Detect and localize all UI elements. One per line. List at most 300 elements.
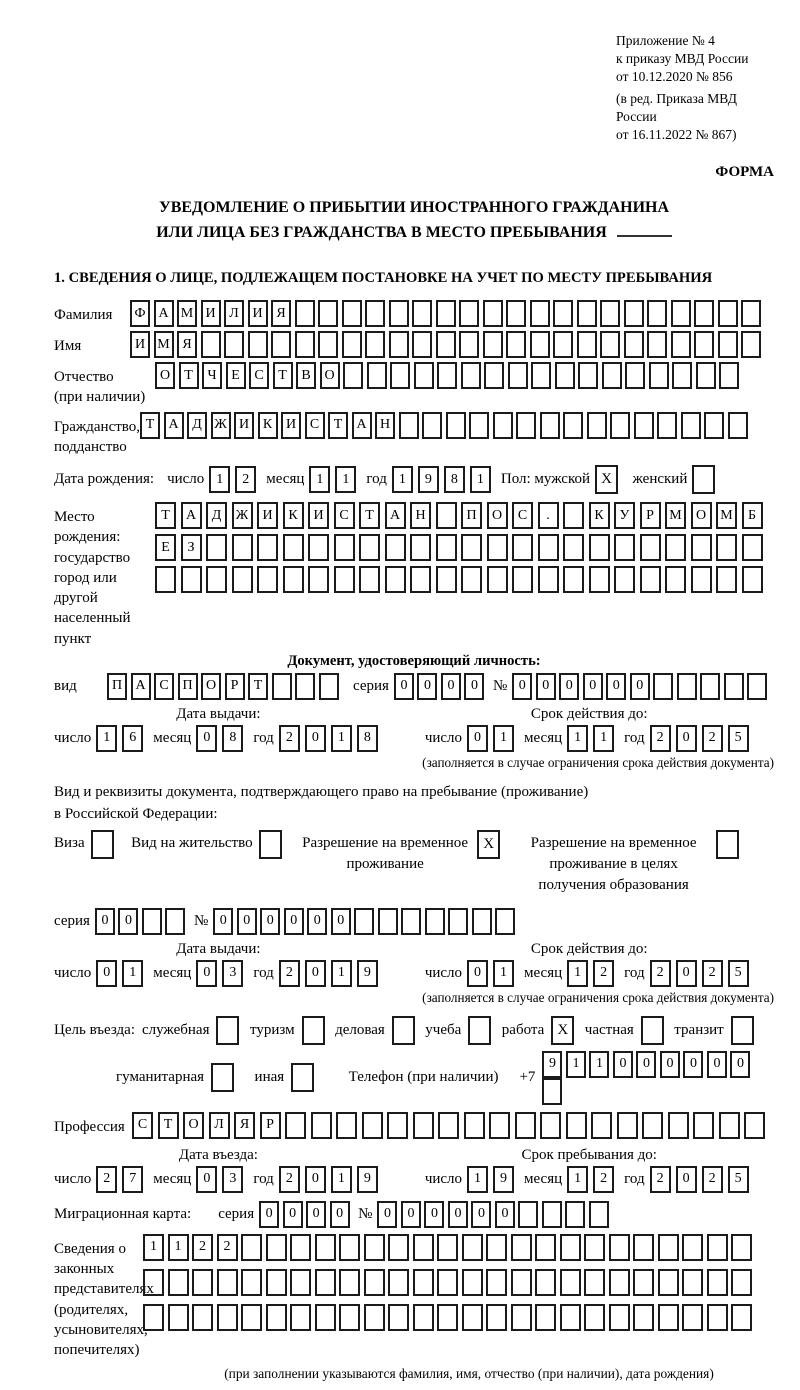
birthplace-row1-boxes-cell-5[interactable]: И [257, 502, 278, 529]
residence-series-boxes-cell-4[interactable] [165, 908, 185, 935]
profession-boxes-cell-10[interactable] [362, 1112, 383, 1139]
identity-issue-day-boxes[interactable] [96, 725, 148, 752]
birthplace-row3-boxes-cell-16[interactable] [538, 566, 559, 593]
firstname-boxes-cell-21[interactable] [600, 331, 620, 358]
birthplace-row3-boxes-cell-24[interactable] [742, 566, 763, 593]
identity-series-boxes-cell-3[interactable]: 0 [441, 673, 461, 700]
surname-boxes-cell-4[interactable]: И [201, 300, 221, 327]
birthdate-year-boxes-cell-3[interactable]: 8 [444, 466, 465, 493]
patronymic-boxes-cell-16[interactable] [508, 362, 528, 389]
sex-female-checkbox-cell-1[interactable] [692, 465, 715, 494]
citizenship-boxes-cell-24[interactable] [681, 412, 701, 439]
citizenship-boxes-cell-20[interactable] [587, 412, 607, 439]
profession-boxes-cell-17[interactable] [540, 1112, 561, 1139]
identity-type-boxes-cell-5[interactable]: О [201, 673, 221, 700]
representatives-row1-boxes-cell-8[interactable] [315, 1234, 336, 1261]
patronymic-boxes-cell-10[interactable] [367, 362, 387, 389]
representatives-row2-boxes-cell-1[interactable] [143, 1269, 164, 1296]
representatives-row3-boxes-cell-8[interactable] [315, 1304, 336, 1331]
identity-type-boxes-cell-3[interactable]: С [154, 673, 174, 700]
birthplace-row2-boxes-cell-3[interactable] [206, 534, 227, 561]
firstname-boxes-cell-14[interactable] [436, 331, 456, 358]
representatives-row3-boxes-cell-7[interactable] [290, 1304, 311, 1331]
identity-type-boxes-cell-6[interactable]: Р [225, 673, 245, 700]
firstname-boxes-cell-17[interactable] [506, 331, 526, 358]
identity-issue-year-boxes-cell-4[interactable]: 8 [357, 725, 378, 752]
stay-day-boxes-cell-1[interactable]: 1 [467, 1166, 488, 1193]
representatives-row3-boxes-cell-2[interactable] [168, 1304, 189, 1331]
patronymic-boxes-cell-11[interactable] [390, 362, 410, 389]
profession-boxes-cell-21[interactable] [642, 1112, 663, 1139]
residence-number-boxes-cell-5[interactable]: 0 [307, 908, 327, 935]
identity-expiry-month-boxes-cell-2[interactable]: 1 [593, 725, 614, 752]
profession-boxes-cell-18[interactable] [566, 1112, 587, 1139]
representatives-row3-boxes-cell-23[interactable] [682, 1304, 703, 1331]
representatives-row1-boxes-cell-12[interactable] [413, 1234, 434, 1261]
profession-boxes-cell-22[interactable] [668, 1112, 689, 1139]
entry-year-boxes-cell-4[interactable]: 9 [357, 1166, 378, 1193]
representatives-row3-boxes-cell-17[interactable] [535, 1304, 556, 1331]
birthplace-row2-boxes-cell-7[interactable] [308, 534, 329, 561]
surname-boxes-cell-27[interactable] [741, 300, 761, 327]
firstname-boxes-cell-20[interactable] [577, 331, 597, 358]
representatives-row2-boxes-cell-8[interactable] [315, 1269, 336, 1296]
firstname-boxes-cell-7[interactable] [271, 331, 291, 358]
birthplace-row3-boxes-cell-7[interactable] [308, 566, 329, 593]
birthplace-row2-boxes-cell-18[interactable] [589, 534, 610, 561]
representatives-row1-boxes[interactable] [143, 1234, 756, 1261]
entry-day-boxes-cell-2[interactable]: 7 [122, 1166, 143, 1193]
representatives-row2-boxes-cell-10[interactable] [364, 1269, 385, 1296]
surname-boxes-cell-12[interactable] [389, 300, 409, 327]
identity-number-boxes-cell-7[interactable] [653, 673, 673, 700]
phone-boxes-cell-9[interactable]: 0 [730, 1051, 750, 1078]
birthplace-row1-boxes-cell-23[interactable]: М [716, 502, 737, 529]
citizenship-boxes-cell-21[interactable] [610, 412, 630, 439]
birthplace-row1-boxes-cell-10[interactable]: А [385, 502, 406, 529]
birthplace-row1-boxes-cell-1[interactable]: Т [155, 502, 176, 529]
birthplace-row3-boxes-cell-19[interactable] [614, 566, 635, 593]
identity-series-boxes-cell-2[interactable]: 0 [417, 673, 437, 700]
purpose-business-checkbox[interactable] [392, 1016, 419, 1045]
phone-boxes-cell-2[interactable]: 1 [566, 1051, 586, 1078]
residence-series-boxes[interactable] [95, 908, 189, 935]
residence-expiry-day-boxes-cell-2[interactable]: 1 [493, 960, 514, 987]
residence-series-boxes-cell-3[interactable] [142, 908, 162, 935]
representatives-row2-boxes[interactable] [143, 1269, 756, 1296]
patronymic-boxes-cell-2[interactable]: Т [179, 362, 199, 389]
representatives-row3-boxes-cell-24[interactable] [707, 1304, 728, 1331]
surname-boxes-cell-26[interactable] [718, 300, 738, 327]
firstname-boxes-cell-27[interactable] [741, 331, 761, 358]
option-temp-residence-edu-checkbox[interactable] [716, 830, 743, 859]
identity-number-boxes-cell-10[interactable] [724, 673, 744, 700]
identity-type-boxes-cell-1[interactable]: П [107, 673, 127, 700]
birthplace-row2-boxes-cell-23[interactable] [716, 534, 737, 561]
birthplace-row3-boxes-cell-22[interactable] [691, 566, 712, 593]
patronymic-boxes[interactable] [155, 362, 743, 389]
representatives-row3-boxes[interactable] [143, 1304, 756, 1331]
entry-month-boxes-cell-1[interactable]: 0 [196, 1166, 217, 1193]
patronymic-boxes-cell-24[interactable] [696, 362, 716, 389]
representatives-row1-boxes-cell-15[interactable] [486, 1234, 507, 1261]
surname-boxes-cell-2[interactable]: А [154, 300, 174, 327]
identity-type-boxes-cell-10[interactable] [319, 673, 339, 700]
birthdate-year-boxes-cell-4[interactable]: 1 [470, 466, 491, 493]
citizenship-boxes-cell-18[interactable] [540, 412, 560, 439]
representatives-row1-boxes-cell-3[interactable]: 2 [192, 1234, 213, 1261]
representatives-row3-boxes-cell-9[interactable] [339, 1304, 360, 1331]
birthplace-row2-boxes-cell-22[interactable] [691, 534, 712, 561]
birthplace-row3-boxes-cell-12[interactable] [436, 566, 457, 593]
identity-number-boxes-cell-2[interactable]: 0 [536, 673, 556, 700]
representatives-row2-boxes-cell-16[interactable] [511, 1269, 532, 1296]
firstname-boxes-cell-8[interactable] [295, 331, 315, 358]
identity-issue-month-boxes-cell-2[interactable]: 8 [222, 725, 243, 752]
entry-year-boxes-cell-2[interactable]: 0 [305, 1166, 326, 1193]
representatives-row1-boxes-cell-16[interactable] [511, 1234, 532, 1261]
profession-boxes-cell-11[interactable] [387, 1112, 408, 1139]
stay-month-boxes-cell-2[interactable]: 2 [593, 1166, 614, 1193]
surname-boxes-cell-21[interactable] [600, 300, 620, 327]
residence-number-boxes-cell-7[interactable] [354, 908, 374, 935]
stay-year-boxes-cell-2[interactable]: 0 [676, 1166, 697, 1193]
firstname-boxes-cell-23[interactable] [647, 331, 667, 358]
surname-boxes-cell-24[interactable] [671, 300, 691, 327]
representatives-row1-boxes-cell-5[interactable] [241, 1234, 262, 1261]
identity-type-boxes-cell-7[interactable]: Т [248, 673, 268, 700]
purpose-study-checkbox-cell-1[interactable] [468, 1016, 491, 1045]
purpose-humanitarian-checkbox-cell-1[interactable] [211, 1063, 234, 1092]
identity-number-boxes-cell-3[interactable]: 0 [559, 673, 579, 700]
representatives-row1-boxes-cell-21[interactable] [633, 1234, 654, 1261]
representatives-row2-boxes-cell-24[interactable] [707, 1269, 728, 1296]
birthplace-row2-boxes-cell-21[interactable] [665, 534, 686, 561]
citizenship-boxes-cell-14[interactable] [446, 412, 466, 439]
birthplace-row2-boxes-cell-5[interactable] [257, 534, 278, 561]
surname-boxes-cell-6[interactable]: И [248, 300, 268, 327]
patronymic-boxes-cell-1[interactable]: О [155, 362, 175, 389]
birthdate-month-boxes-cell-1[interactable]: 1 [309, 466, 330, 493]
representatives-row2-boxes-cell-7[interactable] [290, 1269, 311, 1296]
surname-boxes-cell-20[interactable] [577, 300, 597, 327]
birthplace-row1-boxes-cell-21[interactable]: М [665, 502, 686, 529]
firstname-boxes-cell-13[interactable] [412, 331, 432, 358]
surname-boxes-cell-25[interactable] [694, 300, 714, 327]
migration-series-boxes-cell-4[interactable]: 0 [330, 1201, 350, 1228]
birthplace-row2-boxes-cell-24[interactable] [742, 534, 763, 561]
birthplace-row3-boxes-cell-10[interactable] [385, 566, 406, 593]
phone-boxes-cell-5[interactable]: 0 [636, 1051, 656, 1078]
patronymic-boxes-cell-8[interactable]: О [320, 362, 340, 389]
entry-month-boxes[interactable] [196, 1166, 248, 1193]
citizenship-boxes-cell-5[interactable]: И [234, 412, 254, 439]
birthplace-row1-boxes-cell-20[interactable]: Р [640, 502, 661, 529]
birthdate-day-boxes-cell-1[interactable]: 1 [209, 466, 230, 493]
patronymic-boxes-cell-15[interactable] [484, 362, 504, 389]
profession-boxes-cell-24[interactable] [719, 1112, 740, 1139]
surname-boxes-cell-15[interactable] [459, 300, 479, 327]
residence-expiry-year-boxes-cell-3[interactable]: 2 [702, 960, 723, 987]
residence-issue-day-boxes[interactable] [96, 960, 148, 987]
firstname-boxes-cell-22[interactable] [624, 331, 644, 358]
surname-boxes-cell-22[interactable] [624, 300, 644, 327]
identity-type-boxes[interactable] [107, 673, 342, 700]
surname-boxes-cell-23[interactable] [647, 300, 667, 327]
option-visa-checkbox[interactable] [91, 830, 118, 859]
residence-number-boxes-cell-2[interactable]: 0 [237, 908, 257, 935]
phone-boxes-cell-3[interactable]: 1 [589, 1051, 609, 1078]
identity-issue-year-boxes[interactable] [279, 725, 383, 752]
citizenship-boxes-cell-4[interactable]: Ж [211, 412, 231, 439]
stay-month-boxes-cell-1[interactable]: 1 [567, 1166, 588, 1193]
identity-type-boxes-cell-8[interactable] [272, 673, 292, 700]
representatives-row2-boxes-cell-9[interactable] [339, 1269, 360, 1296]
birthplace-row3-boxes[interactable] [155, 566, 767, 593]
residence-expiry-year-boxes-cell-2[interactable]: 0 [676, 960, 697, 987]
birthplace-row2-boxes-cell-13[interactable] [461, 534, 482, 561]
patronymic-boxes-cell-3[interactable]: Ч [202, 362, 222, 389]
sex-female-checkbox[interactable] [692, 465, 719, 494]
birthplace-row2-boxes[interactable] [155, 534, 767, 561]
birthplace-row3-boxes-cell-18[interactable] [589, 566, 610, 593]
purpose-study-checkbox[interactable] [468, 1016, 495, 1045]
citizenship-boxes-cell-19[interactable] [563, 412, 583, 439]
residence-number-boxes-cell-13[interactable] [495, 908, 515, 935]
birthdate-month-boxes[interactable] [309, 466, 361, 493]
residence-issue-month-boxes-cell-1[interactable]: 0 [196, 960, 217, 987]
residence-issue-year-boxes-cell-3[interactable]: 1 [331, 960, 352, 987]
birthplace-row3-boxes-cell-4[interactable] [232, 566, 253, 593]
migration-number-boxes-cell-7[interactable] [518, 1201, 538, 1228]
representatives-row2-boxes-cell-12[interactable] [413, 1269, 434, 1296]
birthplace-row1-boxes-cell-6[interactable]: К [283, 502, 304, 529]
firstname-boxes-cell-6[interactable] [248, 331, 268, 358]
representatives-row1-boxes-cell-20[interactable] [609, 1234, 630, 1261]
representatives-row3-boxes-cell-11[interactable] [388, 1304, 409, 1331]
option-residence-permit-checkbox[interactable] [259, 830, 286, 859]
surname-boxes-cell-1[interactable]: Ф [130, 300, 150, 327]
purpose-work-checkbox[interactable] [551, 1016, 578, 1045]
profession-boxes[interactable] [132, 1112, 770, 1139]
birthplace-row2-boxes-cell-1[interactable]: Е [155, 534, 176, 561]
profession-boxes-cell-16[interactable] [515, 1112, 536, 1139]
residence-number-boxes-cell-1[interactable]: 0 [213, 908, 233, 935]
profession-boxes-cell-9[interactable] [336, 1112, 357, 1139]
phone-boxes-cell-6[interactable]: 0 [660, 1051, 680, 1078]
birthplace-row3-boxes-cell-3[interactable] [206, 566, 227, 593]
residence-expiry-day-boxes[interactable] [467, 960, 519, 987]
firstname-boxes-cell-19[interactable] [553, 331, 573, 358]
birthplace-row1-boxes-cell-14[interactable]: О [487, 502, 508, 529]
birthplace-row1-boxes-cell-24[interactable]: Б [742, 502, 763, 529]
citizenship-boxes-cell-17[interactable] [516, 412, 536, 439]
patronymic-boxes-cell-7[interactable]: В [296, 362, 316, 389]
firstname-boxes-cell-10[interactable] [342, 331, 362, 358]
migration-number-boxes-cell-6[interactable]: 0 [495, 1201, 515, 1228]
identity-issue-day-boxes-cell-1[interactable]: 1 [96, 725, 117, 752]
residence-expiry-year-boxes[interactable] [650, 960, 754, 987]
birthplace-row2-boxes-cell-10[interactable] [385, 534, 406, 561]
birthplace-row3-boxes-cell-5[interactable] [257, 566, 278, 593]
patronymic-boxes-cell-22[interactable] [649, 362, 669, 389]
representatives-row3-boxes-cell-14[interactable] [462, 1304, 483, 1331]
firstname-boxes-cell-1[interactable]: И [130, 331, 150, 358]
identity-number-boxes[interactable] [512, 673, 771, 700]
representatives-row1-boxes-cell-11[interactable] [388, 1234, 409, 1261]
birthplace-row2-boxes-cell-19[interactable] [614, 534, 635, 561]
migration-number-boxes-cell-1[interactable]: 0 [377, 1201, 397, 1228]
patronymic-boxes-cell-17[interactable] [531, 362, 551, 389]
residence-issue-month-boxes[interactable] [196, 960, 248, 987]
firstname-boxes-cell-4[interactable] [201, 331, 221, 358]
phone-boxes-cell-8[interactable]: 0 [707, 1051, 727, 1078]
option-visa-checkbox-cell-1[interactable] [91, 830, 114, 859]
identity-expiry-year-boxes-cell-4[interactable]: 5 [728, 725, 749, 752]
patronymic-boxes-cell-21[interactable] [625, 362, 645, 389]
citizenship-boxes-cell-23[interactable] [657, 412, 677, 439]
firstname-boxes-cell-5[interactable] [224, 331, 244, 358]
surname-boxes-cell-19[interactable] [553, 300, 573, 327]
citizenship-boxes-cell-26[interactable] [728, 412, 748, 439]
residence-issue-year-boxes[interactable] [279, 960, 383, 987]
representatives-row2-boxes-cell-6[interactable] [266, 1269, 287, 1296]
phone-boxes-cell-7[interactable]: 0 [683, 1051, 703, 1078]
birthplace-row2-boxes-cell-14[interactable] [487, 534, 508, 561]
residence-number-boxes-cell-6[interactable]: 0 [331, 908, 351, 935]
birthplace-row1-boxes-cell-2[interactable]: А [181, 502, 202, 529]
birthplace-row3-boxes-cell-20[interactable] [640, 566, 661, 593]
identity-expiry-year-boxes-cell-1[interactable]: 2 [650, 725, 671, 752]
representatives-row2-boxes-cell-14[interactable] [462, 1269, 483, 1296]
purpose-other-checkbox[interactable] [291, 1063, 318, 1092]
birthdate-year-boxes-cell-1[interactable]: 1 [392, 466, 413, 493]
purpose-transit-checkbox-cell-1[interactable] [731, 1016, 754, 1045]
representatives-row1-boxes-cell-14[interactable] [462, 1234, 483, 1261]
migration-number-boxes-cell-8[interactable] [542, 1201, 562, 1228]
patronymic-boxes-cell-18[interactable] [555, 362, 575, 389]
residence-issue-day-boxes-cell-2[interactable]: 1 [122, 960, 143, 987]
citizenship-boxes-cell-22[interactable] [634, 412, 654, 439]
citizenship-boxes-cell-8[interactable]: С [305, 412, 325, 439]
birthplace-row2-boxes-cell-15[interactable] [512, 534, 533, 561]
surname-boxes-cell-18[interactable] [530, 300, 550, 327]
stay-year-boxes-cell-3[interactable]: 2 [702, 1166, 723, 1193]
purpose-private-checkbox[interactable] [641, 1016, 668, 1045]
representatives-row3-boxes-cell-5[interactable] [241, 1304, 262, 1331]
identity-issue-year-boxes-cell-2[interactable]: 0 [305, 725, 326, 752]
surname-boxes-cell-13[interactable] [412, 300, 432, 327]
birthplace-row1-boxes-cell-19[interactable]: У [614, 502, 635, 529]
identity-series-boxes[interactable] [394, 673, 488, 700]
residence-expiry-month-boxes-cell-1[interactable]: 1 [567, 960, 588, 987]
firstname-boxes-cell-18[interactable] [530, 331, 550, 358]
entry-month-boxes-cell-2[interactable]: 3 [222, 1166, 243, 1193]
birthdate-year-boxes[interactable] [392, 466, 496, 493]
representatives-row3-boxes-cell-18[interactable] [560, 1304, 581, 1331]
migration-number-boxes-cell-3[interactable]: 0 [424, 1201, 444, 1228]
phone-boxes-cell-10[interactable] [542, 1078, 562, 1105]
representatives-row2-boxes-cell-13[interactable] [437, 1269, 458, 1296]
profession-boxes-cell-1[interactable]: С [132, 1112, 153, 1139]
birthplace-row1-boxes-cell-3[interactable]: Д [206, 502, 227, 529]
birthplace-row3-boxes-cell-13[interactable] [461, 566, 482, 593]
citizenship-boxes-cell-15[interactable] [469, 412, 489, 439]
identity-number-boxes-cell-11[interactable] [747, 673, 767, 700]
representatives-row3-boxes-cell-21[interactable] [633, 1304, 654, 1331]
stay-year-boxes-cell-4[interactable]: 5 [728, 1166, 749, 1193]
residence-expiry-year-boxes-cell-4[interactable]: 5 [728, 960, 749, 987]
representatives-row3-boxes-cell-10[interactable] [364, 1304, 385, 1331]
birthplace-row1-boxes-cell-12[interactable] [436, 502, 457, 529]
representatives-row1-boxes-cell-23[interactable] [682, 1234, 703, 1261]
representatives-row3-boxes-cell-4[interactable] [217, 1304, 238, 1331]
representatives-row2-boxes-cell-3[interactable] [192, 1269, 213, 1296]
identity-type-boxes-cell-9[interactable] [295, 673, 315, 700]
birthplace-row3-boxes-cell-23[interactable] [716, 566, 737, 593]
representatives-row1-boxes-cell-19[interactable] [584, 1234, 605, 1261]
residence-expiry-year-boxes-cell-1[interactable]: 2 [650, 960, 671, 987]
identity-number-boxes-cell-4[interactable]: 0 [583, 673, 603, 700]
representatives-row2-boxes-cell-4[interactable] [217, 1269, 238, 1296]
birthplace-row3-boxes-cell-2[interactable] [181, 566, 202, 593]
representatives-row2-boxes-cell-5[interactable] [241, 1269, 262, 1296]
purpose-transit-checkbox[interactable] [731, 1016, 758, 1045]
entry-day-boxes[interactable] [96, 1166, 148, 1193]
patronymic-boxes-cell-12[interactable] [414, 362, 434, 389]
residence-number-boxes-cell-9[interactable] [401, 908, 421, 935]
profession-boxes-cell-13[interactable] [438, 1112, 459, 1139]
representatives-row2-boxes-cell-21[interactable] [633, 1269, 654, 1296]
citizenship-boxes-cell-3[interactable]: Д [187, 412, 207, 439]
birthplace-row3-boxes-cell-17[interactable] [563, 566, 584, 593]
citizenship-boxes-cell-2[interactable]: А [164, 412, 184, 439]
stay-day-boxes-cell-2[interactable]: 9 [493, 1166, 514, 1193]
profession-boxes-cell-15[interactable] [489, 1112, 510, 1139]
residence-number-boxes-cell-12[interactable] [472, 908, 492, 935]
residence-number-boxes-cell-11[interactable] [448, 908, 468, 935]
firstname-boxes[interactable] [130, 331, 765, 358]
residence-issue-year-boxes-cell-4[interactable]: 9 [357, 960, 378, 987]
purpose-tourism-checkbox-cell-1[interactable] [302, 1016, 325, 1045]
migration-number-boxes-cell-9[interactable] [565, 1201, 585, 1228]
identity-expiry-year-boxes-cell-2[interactable]: 0 [676, 725, 697, 752]
birthplace-row3-boxes-cell-8[interactable] [334, 566, 355, 593]
representatives-row2-boxes-cell-20[interactable] [609, 1269, 630, 1296]
surname-boxes-cell-8[interactable] [295, 300, 315, 327]
representatives-row3-boxes-cell-3[interactable] [192, 1304, 213, 1331]
profession-boxes-cell-12[interactable] [413, 1112, 434, 1139]
residence-number-boxes-cell-8[interactable] [378, 908, 398, 935]
representatives-row1-boxes-cell-9[interactable] [339, 1234, 360, 1261]
purpose-private-checkbox-cell-1[interactable] [641, 1016, 664, 1045]
residence-expiry-month-boxes-cell-2[interactable]: 2 [593, 960, 614, 987]
purpose-tourism-checkbox[interactable] [302, 1016, 329, 1045]
residence-number-boxes[interactable] [213, 908, 519, 935]
entry-year-boxes-cell-3[interactable]: 1 [331, 1166, 352, 1193]
representatives-row1-boxes-cell-18[interactable] [560, 1234, 581, 1261]
residence-number-boxes-cell-10[interactable] [425, 908, 445, 935]
firstname-boxes-cell-26[interactable] [718, 331, 738, 358]
identity-expiry-day-boxes-cell-1[interactable]: 0 [467, 725, 488, 752]
patronymic-boxes-cell-9[interactable] [343, 362, 363, 389]
citizenship-boxes-cell-10[interactable]: А [352, 412, 372, 439]
phone-boxes-cell-4[interactable]: 0 [613, 1051, 633, 1078]
representatives-row3-boxes-cell-22[interactable] [658, 1304, 679, 1331]
migration-number-boxes-cell-5[interactable]: 0 [471, 1201, 491, 1228]
purpose-official-checkbox[interactable] [216, 1016, 243, 1045]
residence-number-boxes-cell-4[interactable]: 0 [284, 908, 304, 935]
